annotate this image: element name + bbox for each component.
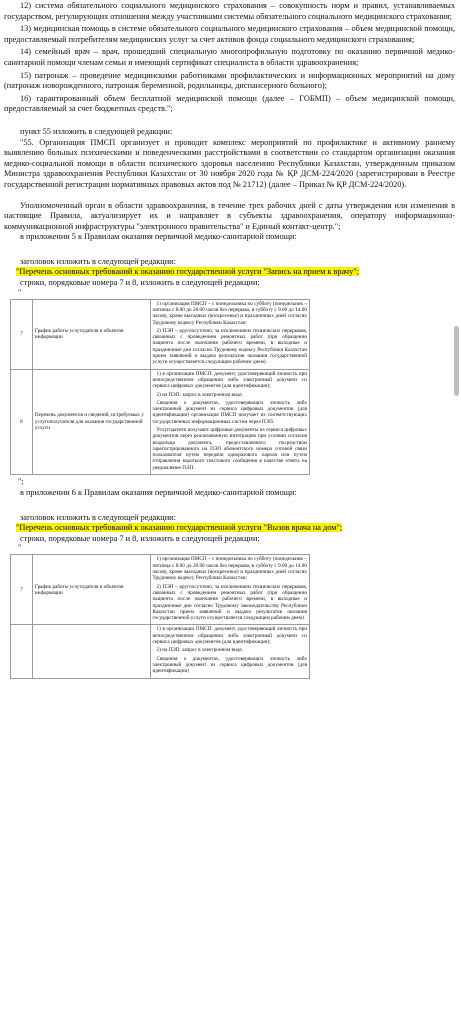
definitions-block (0, 0, 461, 115)
table-row (11, 299, 310, 369)
appendix-6-title-highlight: "Перечень основных требований к оказанию государственной услуги "Вызов врача на дом"; (16, 523, 343, 533)
definition-15: 15) патронаж – проведение медицинскими работниками профилактических и информационных мероприятий на дому (патронаж новорожденного, патронаж беременной, родильницы, диспансерного больного); (4, 70, 455, 91)
appendix-6-table (10, 554, 310, 678)
row-number: 8 (11, 369, 33, 474)
row-value-para: Сведения о документах, удостоверяющих личность либо электронный документ из сервиса цифровых документов (для идентификации) (152, 655, 307, 675)
row-name: График работы услугодателя и объектов информации (32, 299, 150, 369)
appendix-6-heading-instruction: заголовок изложить в следующей редакции: (20, 512, 176, 522)
row-value-para: Сведения о документах, удостоверяющих личность либо электронный документ из сервиса цифровых документов (для идентификации) организация ПМСП получает из соответствующих государственных информационных систем через ПЭП. (152, 399, 307, 425)
row-value (150, 299, 309, 369)
row-value (150, 369, 309, 474)
scrollbar-thumb[interactable] (454, 326, 459, 396)
row-value-para: Услугодатели получают цифровые документы из сервиса цифровых документов через реализованную интеграцию при условии согласия владельца документа, предоставленного посредством зарегистрированного на ПЭП абонентского номера сотовой связи пользователя путем передачи одноразового пароля или путем отправления короткого текстового сообщения в качестве ответа на уведомление ПЭП. (152, 427, 307, 471)
row-value-para: 2) ПЭП – круглосуточно, за исключением технических перерывов, связанных с проведением ремонтных работ (при обращении пациента после окончания рабочего времени, в выходные и праздничные дни согласно Трудовому кодексу Республики Казахстан прием заявлений и выдача результатов оказания государственной услуги осуществляется следующим рабочим днем). (152, 327, 307, 366)
row-name: Перечень документов и сведений, истребуемых у услугополучателя для оказания государственной услуги (32, 369, 150, 474)
appendix-5-close-quote: "; (18, 477, 24, 487)
punkt-55-text: "55. Организация ПМСП организует и проводит комплекс мероприятий по профилактике и активному раннему выявлению больных психическими и поведенческими расстройствами в соответствии со стандартом организации оказания медико-социальной помощи в области психического здоровья населению Республики Казахстан, утвержденным приказом Министра здравоохранения Республики Казахстан от 30 ноября 2020 года № ҚР ДСМ-224/2020 (зарегистрирован в Реестре государственной регистрации нормативных правовых актов под № 21712) (далее – Приказ № ҚР ДСМ-224/2020). (4, 137, 455, 189)
row-number: 7 (11, 299, 33, 369)
row-value-para: 2) на ПЭП: запрос в электронном виде. (156, 647, 243, 654)
appendix-6-highlighted-title (16, 523, 455, 534)
authority-text: Уполномоченный орган в области здравоохранения, в течение трех рабочих дней с даты утверждения или изменения в настоящие Правила, актуализирует их и направляет в субъекты здравоохранения, оператору информационно-коммуникационной инфраструктуры "электронного правительства" и Единый контакт-центр."; (4, 200, 455, 231)
row-value (150, 555, 309, 625)
row-value-para: 1) в организации ПМСП: документ, удостоверяющий личность при непосредственном обращении либо электронный документ из сервиса цифровых документов (для идентификации); (152, 370, 307, 390)
appendix-5-block (0, 232, 461, 486)
row-value-para: 2) на ПЭП: запрос в электронном виде. (156, 391, 244, 398)
appendix-6-intro: в приложении 6 к Правилам оказания первичной медико-санитарной помощи: (20, 488, 297, 498)
definition-16: 16) гарантированный объем бесплатной медицинской помощи (далее – ГОБМП) – объем медицинской помощи, предоставляемый за счет бюджетных средств."; (4, 93, 455, 114)
row-value-para: 2) ПЭП – круглосуточно, за исключением технических перерывов, связанных с проведением ремонтных работ (при обращении пациента после окончания рабочего времени, в выходные и праздничные дни согласно Трудовому законодательству Республики Казахстан прием заявлений и выдача результатов оказания государственной услуги осуществляется следующим рабочим днем). (152, 583, 307, 622)
definition-12: 12) система обязательного социального медицинского страхования – совокупность норм и правил, устанавливаемых государством, регулирующих отношения между участниками системы обязательного социального медицинского страхования; (4, 1, 455, 21)
row-name: График работы услугодателя и объектов информации (32, 555, 150, 625)
table-row (11, 625, 310, 678)
row-value-para: 1) в организации ПМСП: документ, удостоверяющий личность при непосредственном обращении либо электронный документ из сервиса цифровых документов (для идентификации); (152, 626, 307, 646)
appendix-5-title-highlight: "Перечень основных требований к оказанию государственной услуги "Запись на прием к врачу"; (16, 267, 359, 277)
appendix-5-rows-instruction: строки, порядковые номера 7 и 8, изложить в следующей редакции: (20, 278, 260, 288)
punkt-55-block (0, 127, 461, 232)
table-row (11, 369, 310, 474)
row-value-para: 1) организация ПМСП – с понедельника по субботу (понедельник – пятница с 8.00 до 20.00 часов без перерыва, в субботу с 9.00 до 14.00 часов), кроме выходных (воскресенье) и праздничных дней согласно Трудовому кодексу Республики Казахстан; (152, 556, 307, 582)
row-value (150, 625, 309, 678)
row-number (11, 625, 33, 678)
appendix-5-table (10, 299, 310, 475)
row-name (32, 625, 150, 678)
definition-14: 14) семейный врач – врач, прошедший специальную многопрофильную подготовку по оказанию первичной медико-санитарной помощи членам семьи и имеющий сертификат специалиста в области здравоохранения; (4, 47, 455, 67)
appendix-5-intro: в приложении 5 к Правилам оказания первичной медико-санитарной помощи: (20, 232, 297, 242)
appendix-6-block (0, 488, 461, 678)
punkt-55-heading: пункт 55 изложить в следующей редакции: (20, 126, 173, 136)
definition-13: 13) медицинская помощь в системе обязательного социального медицинского страхования – объем медицинской помощи, предоставляемый потребителям медицинских услуг за счет активов фонда социального медицинского страхования; (4, 24, 455, 44)
appendix-6-open-quote: " (18, 543, 22, 553)
appendix-5-heading-instruction: заголовок изложить в следующей редакции: (20, 256, 176, 266)
table-row (11, 555, 310, 625)
row-value-para: 1) организация ПМСП – с понедельника по субботу (понедельник – пятница с 8.00 до 20.00 часов без перерыва, в субботу с 9.00 до 14.00 часов), кроме выходных (воскресенье) и праздничных дней согласно Трудовому кодексу Республики Казахстан; (152, 300, 307, 326)
appendix-5-highlighted-title (16, 267, 455, 278)
appendix-6-rows-instruction: строки, порядковые номера 7 и 8, изложить в следующей редакции: (20, 533, 260, 543)
appendix-5-open-quote: " (18, 287, 22, 297)
row-number: 7 (11, 555, 33, 625)
